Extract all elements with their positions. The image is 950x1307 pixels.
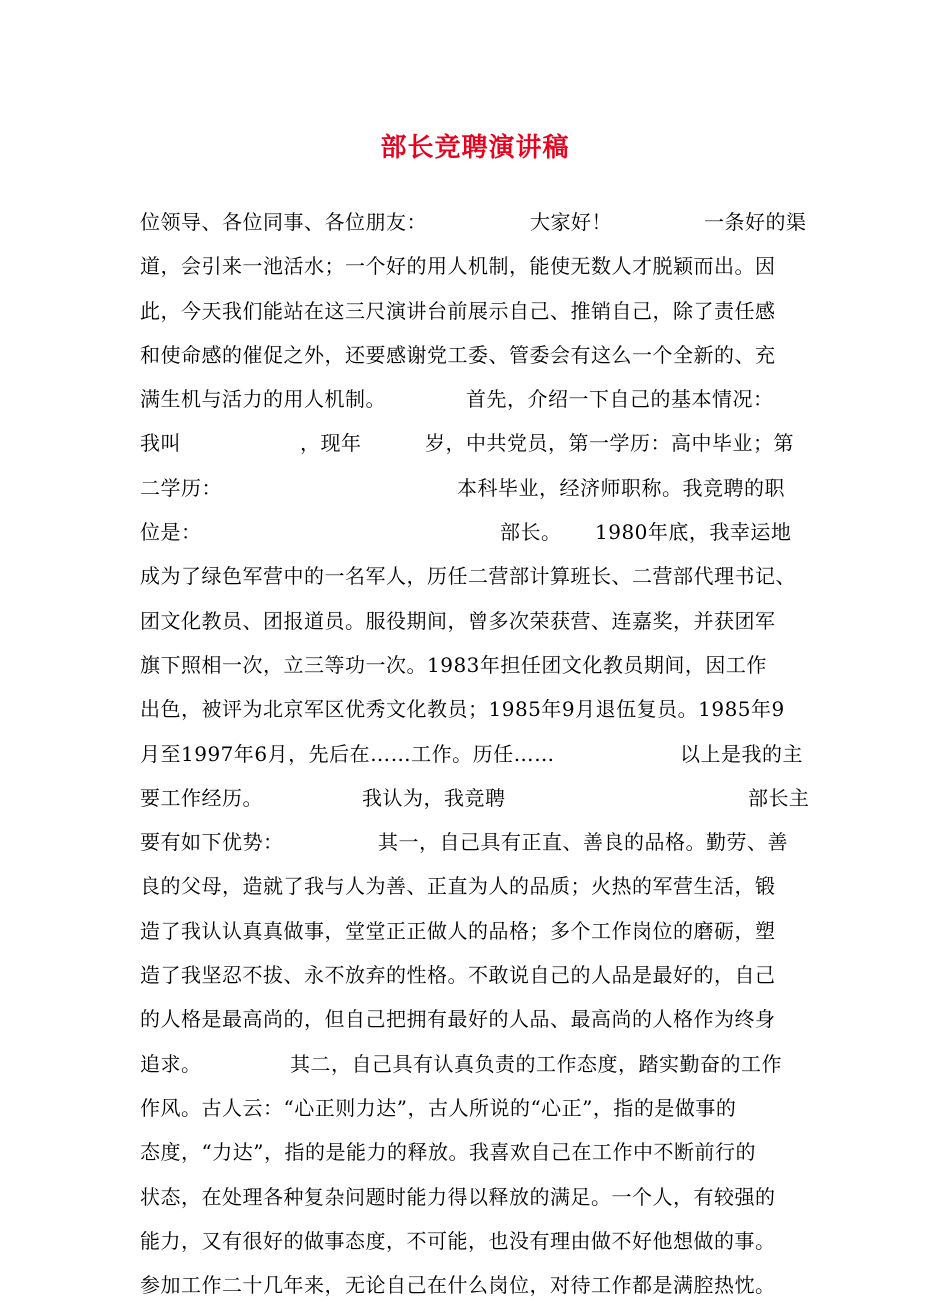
text-segment: 良的父母，造就了我与人为善、正直为人的品质；火热的军营生活，锻 (140, 874, 776, 899)
text-line (140, 510, 830, 554)
text-segment: 1980年底，我幸运地 (595, 520, 792, 545)
text-segment: 首先，介绍一下自己的基本情况： (466, 387, 774, 412)
text-line (140, 820, 830, 864)
text-segment: 部长主 (748, 785, 810, 810)
text-line (140, 554, 830, 598)
document-title: 部长竞聘演讲稿 (380, 133, 570, 163)
text-segment: 出色，被评为北京军区优秀文化教员；1985年9月退伍复员。1985年9 (140, 697, 785, 722)
text-line (140, 1175, 830, 1219)
text-line (140, 732, 830, 776)
text-line (140, 1130, 830, 1174)
text-line (140, 1086, 830, 1130)
text-line (140, 953, 830, 997)
text-segment: 能力，又有很好的做事态度，不可能，也没有理由做不好他想做的事。 (140, 1228, 776, 1253)
text-segment: ，现年 (300, 431, 362, 456)
text-line (140, 997, 830, 1041)
text-segment: 大家好！ (530, 210, 612, 234)
text-segment: 旗下照相一次，立三等功一次。1983年担任团文化教员期间，因工作 (140, 652, 767, 677)
text-segment: 我叫 (140, 431, 181, 456)
text-line (140, 643, 830, 687)
text-segment: 造了我坚忍不拔、永不放弃的性格。不敢说自己的人品是最好的，自己 (140, 963, 776, 988)
text-segment: 态度，“力达”，指的是能力的释放。我喜欢自己在工作中不断前行的 (140, 1140, 756, 1165)
text-segment: 造了我认认真真做事，堂堂正正做人的品格；多个工作岗位的磨砺，塑 (140, 918, 776, 943)
text-line (140, 864, 830, 908)
text-line (140, 421, 830, 465)
text-segment: 以上是我的主 (680, 741, 803, 766)
text-segment: 满生机与活力的用人机制。 (140, 387, 386, 412)
text-segment: 其一，自己具有正直、善良的品格。勤劳、善 (378, 830, 788, 855)
text-segment: 位领导、各位同事、各位朋友： (140, 210, 427, 234)
text-segment: 追求。 (140, 1051, 202, 1076)
text-line (140, 333, 830, 377)
text-line (140, 244, 830, 288)
text-segment: 其二，自己具有认真负责的工作态度，踏实勤奋的工作 (290, 1051, 782, 1076)
text-segment: 二学历： (140, 475, 222, 500)
text-segment: 的人格是最高尚的，但自己把拥有最好的人品、最高尚的人格作为终身 (140, 1007, 776, 1032)
text-segment: 部长。 (500, 520, 562, 545)
text-segment: 状态，在处理各种复杂问题时能力得以释放的满足。一个人，有较强的 (140, 1184, 776, 1209)
text-line (140, 1042, 830, 1086)
text-segment: 作风。古人云：“心正则力达”，古人所说的“心正”，指的是做事的 (140, 1095, 737, 1120)
text-segment: 团文化教员、团报道员。服役期间，曾多次荣获营、连嘉奖，并获团军 (140, 608, 776, 633)
text-segment: 要工作经历。 (140, 785, 263, 810)
text-line (140, 377, 830, 421)
text-line (140, 1263, 830, 1307)
text-line (140, 599, 830, 643)
text-line (140, 289, 830, 333)
text-line (140, 200, 830, 244)
text-line (140, 909, 830, 953)
text-segment: 参加工作二十几年来，无论自己在什么岗位，对待工作都是满腔热忱。 (140, 1273, 776, 1298)
text-segment: 位是： (140, 520, 202, 545)
text-segment: 一条好的渠 (704, 210, 807, 234)
text-line (140, 1219, 830, 1263)
text-segment: 此，今天我们能站在这三尺演讲台前展示自己、推销自己，除了责任感 (140, 298, 776, 323)
document-body (140, 200, 830, 1307)
text-segment: 道，会引来一池活水；一个好的用人机制，能使无数人才脱颖而出。因 (140, 254, 776, 279)
text-segment: 月至1997年6月，先后在……工作。历任…… (140, 741, 555, 766)
text-line (140, 776, 830, 820)
text-segment: 要有如下优势： (140, 830, 284, 855)
text-segment: 岁，中共党员，第一学历：高中毕业；第 (425, 431, 794, 456)
text-line (140, 466, 830, 510)
text-segment: 本科毕业，经济师职称。我竞聘的职 (457, 475, 785, 500)
text-segment: 我认为，我竞聘 (362, 785, 506, 810)
text-segment: 和使命感的催促之外，还要感谢党工委、管委会有这么一个全新的、充 (140, 342, 776, 367)
text-segment: 成为了绿色军营中的一名军人，历任二营部计算班长、二营部代理书记、 (140, 564, 796, 589)
text-line (140, 687, 830, 731)
